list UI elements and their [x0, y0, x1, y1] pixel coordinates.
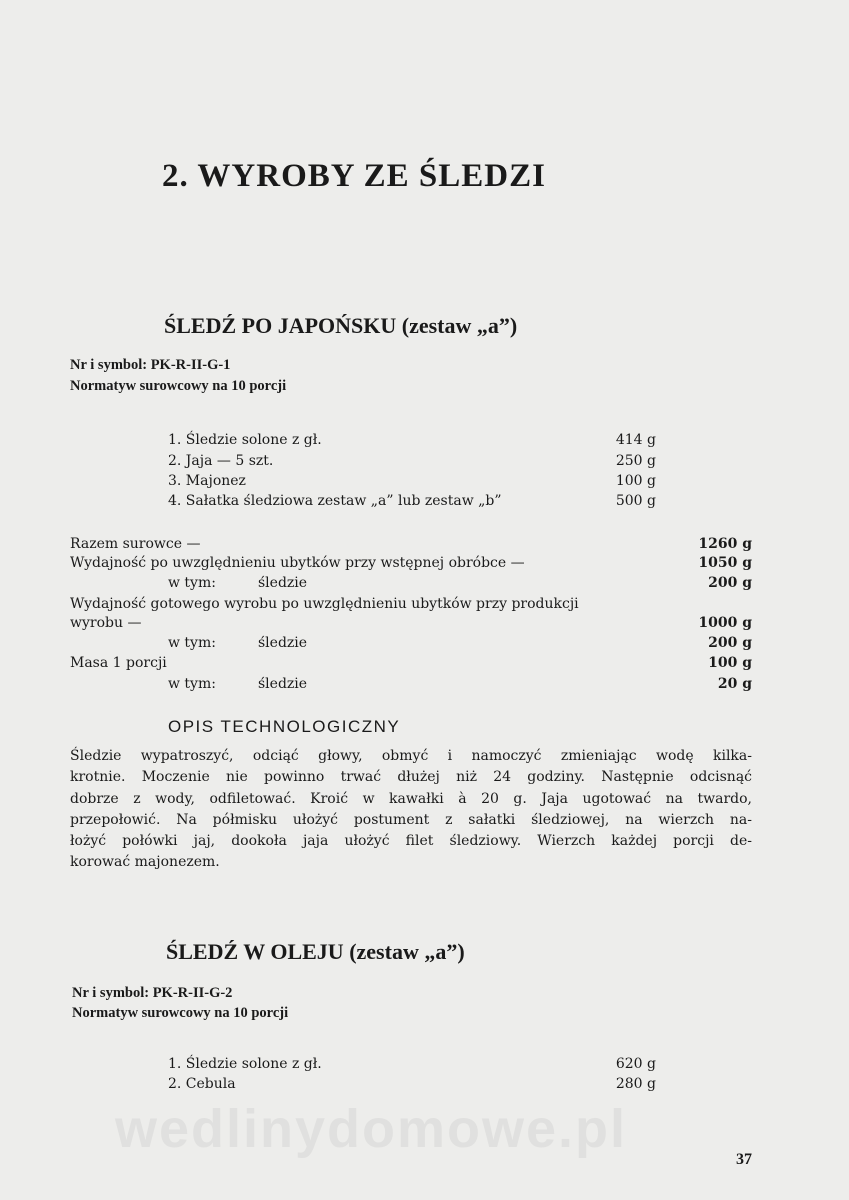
watermark: wedlinydomowe.pl [115, 1099, 628, 1159]
paragraph-line: dobrze z wody, odfiletować. Kroić w kawałki à 20 g. Jaja ugotować na twardo, [70, 790, 752, 807]
section-heading: OPIS TECHNOLOGICZNY [168, 717, 401, 736]
summary-sub-item: śledzie [258, 635, 308, 651]
ingredient-name: 3. Majonez [168, 473, 246, 489]
summary-value: 100 g [708, 655, 752, 671]
summary-value: 200 g [708, 635, 752, 651]
summary-yield-row [70, 555, 752, 575]
ingredient-row [168, 493, 656, 513]
summary-label: Razem surowce — [70, 536, 201, 552]
recipe-normatyw: Normatyw surowcowy na 10 porcji [70, 378, 287, 394]
ingredient-qty: 250 g [615, 453, 656, 469]
summary-value: 1000 g [698, 615, 752, 631]
paragraph-line: przepołowić. Na półmisku ułożyć postument z sałatki śledziowej, na wierzch na- [70, 811, 752, 828]
recipe-normatyw: Normatyw surowcowy na 10 porcji [72, 1005, 289, 1021]
summary-sub-label: w tym: [168, 575, 216, 591]
ingredient-qty: 280 g [615, 1076, 656, 1092]
summary-final-yield-row-cont [70, 615, 752, 635]
ingredient-name: 2. Cebula [168, 1076, 236, 1092]
summary-label: Masa 1 porcji [70, 655, 167, 671]
paragraph-line: łożyć połówki jaj, dookoła jaja ułożyć filet śledziowy. Wierzch każdej porcji de- [70, 833, 752, 850]
ingredient-name: 2. Jaja — 5 szt. [168, 453, 274, 469]
ingredient-row [168, 432, 656, 452]
summary-label: Wydajność gotowego wyrobu po uwzględnieniu ubytków przy produkcji [70, 596, 579, 612]
summary-total-row [70, 536, 752, 556]
description-paragraph [70, 746, 752, 874]
summary-label: Wydajność po uwzględnieniu ubytków przy wstępnej obróbce — [70, 555, 525, 571]
ingredient-qty: 414 g [615, 432, 656, 448]
summary-sub-row [70, 635, 752, 655]
ingredient-row [168, 473, 656, 493]
summary-label: wyrobu — [70, 615, 142, 631]
ingredient-row [168, 1056, 656, 1076]
summary-sub-item: śledzie [258, 676, 308, 692]
ingredient-row [168, 1076, 656, 1096]
summary-value: 1050 g [698, 555, 752, 571]
recipe-title: ŚLEDŹ W OLEJU (zestaw „a”) [166, 939, 465, 964]
chapter-title: 2. WYROBY ZE ŚLEDZI [162, 158, 546, 194]
recipe-title: ŚLEDŹ PO JAPOŃSKU (zestaw „a”) [164, 313, 518, 338]
paragraph-line: krotnie. Moczenie nie powinno trwać dłużej niż 24 godziny. Następnie odcisnąć [70, 769, 752, 786]
recipe-symbol: Nr i symbol: PK-R-II-G-1 [70, 357, 231, 373]
summary-final-yield-row [70, 596, 752, 616]
summary-value: 1260 g [698, 536, 752, 552]
ingredient-name: 1. Śledzie solone z gł. [168, 1056, 322, 1072]
summary-sub-item: śledzie [258, 575, 308, 591]
summary-sub-row [70, 575, 752, 595]
page-number: 37 [736, 1151, 752, 1168]
ingredient-name: 1. Śledzie solone z gł. [168, 432, 322, 448]
paragraph-line: Śledzie wypatroszyć, odciąć głowy, obmyć i namoczyć zmieniając wodę kilka- [70, 748, 752, 764]
summary-portion-row [70, 655, 752, 675]
summary-sub-label: w tym: [168, 635, 216, 651]
summary-value: 200 g [708, 575, 752, 591]
ingredient-qty: 500 g [615, 493, 656, 509]
paragraph-line: korować majonezem. [70, 854, 220, 871]
ingredient-row [168, 453, 656, 473]
summary-sub-label: w tym: [168, 676, 216, 692]
recipe-symbol: Nr i symbol: PK-R-II-G-2 [72, 985, 233, 1001]
summary-value: 20 g [717, 676, 752, 692]
ingredient-name: 4. Sałatka śledziowa zestaw „a” lub zestaw „b” [168, 493, 502, 509]
ingredient-qty: 100 g [615, 473, 656, 489]
summary-sub-row [70, 676, 752, 696]
ingredient-qty: 620 g [615, 1056, 656, 1072]
